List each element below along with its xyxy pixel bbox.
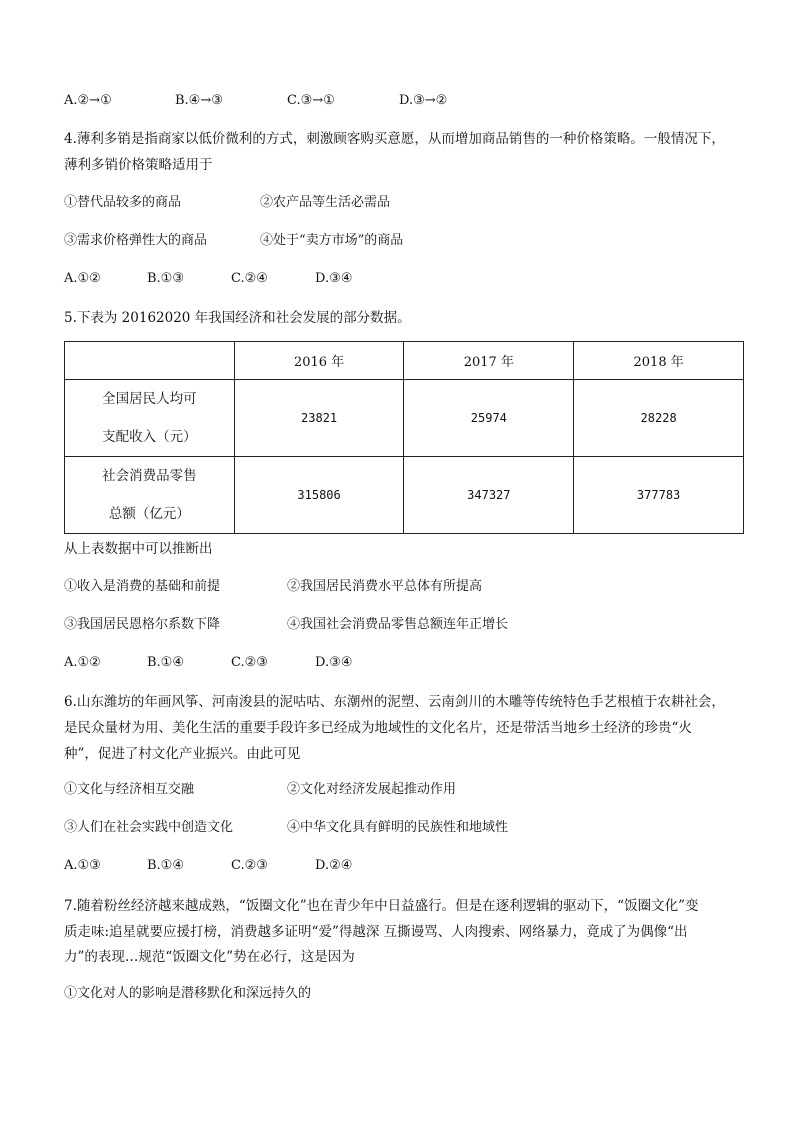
q6-item-2: ②文化对经济发展起推动作用 bbox=[287, 782, 457, 797]
row-label-line2: 支配收入（元） bbox=[102, 429, 197, 445]
q7-stem-line2: 质走味:追星就要应援打榜，消费越多证明“爱”得越深 互撕谩骂、人肉搜索、网络暴力，竟成了为偶像“出 bbox=[64, 924, 688, 940]
q5-stem: 5.下表为 20162020 年我国经济和社会发展的部分数据。 bbox=[64, 310, 411, 326]
row-label bbox=[65, 380, 235, 457]
q6-stem-line3: 种”，促进了村文化产业振兴。由此可见 bbox=[64, 746, 301, 762]
q5-item-1: ①收入是消费的基础和前提 bbox=[64, 579, 221, 594]
q5-item-2: ②我国居民消费水平总体有所提高 bbox=[287, 579, 483, 594]
q4-option-a: A.①② bbox=[64, 271, 101, 286]
q4-item-4: ④处于“卖方市场”的商品 bbox=[260, 233, 404, 248]
q6-option-a: A.①③ bbox=[64, 858, 101, 873]
q5-option-b: B.①④ bbox=[147, 655, 184, 670]
q4-item-3: ③需求价格弹性大的商品 bbox=[64, 233, 208, 248]
q4-item-1: ①替代品较多的商品 bbox=[64, 195, 182, 210]
q4-option-d: D.③④ bbox=[315, 271, 353, 286]
row-label-line1: 全国居民人均可 bbox=[102, 391, 197, 407]
q5-option-c: C.②③ bbox=[231, 655, 268, 670]
q3-option-c: C.③→① bbox=[287, 93, 335, 108]
table-header-cell: 2018 年 bbox=[574, 342, 744, 380]
table-row bbox=[65, 380, 744, 457]
q6-option-c: C.②③ bbox=[231, 858, 268, 873]
table-cell: 347327 bbox=[404, 457, 574, 534]
q6-stem-line1: 6.山东潍坊的年画风筝、河南浚县的泥咕咕、东潮州的泥塑、云南剑川的木雕等传统特色手艺根植于农耕社会， bbox=[64, 694, 725, 710]
table-cell: 28228 bbox=[574, 380, 744, 457]
row-label-line1: 社会消费品零售 bbox=[102, 468, 197, 484]
q6-item-4: ④中华文化具有鲜明的民族性和地域性 bbox=[287, 820, 509, 835]
table-header-cell: 2017 年 bbox=[404, 342, 574, 380]
q7-item-1: ①文化对人的影响是潜移默化和深远持久的 bbox=[64, 986, 312, 1001]
table-header-row bbox=[65, 342, 744, 380]
q4-stem-line2: 薄利多销价格策略适用于 bbox=[64, 157, 213, 173]
q6-item-3: ③人们在社会实践中创造文化 bbox=[64, 820, 234, 835]
table-header-cell: 2016 年 bbox=[234, 342, 404, 380]
q7-stem-line1: 7.随着粉丝经济越来越成熟，“饭圈文化”也在青少年中日益盛行。但是在逐利逻辑的驱动下，“饭圈文化”变 bbox=[64, 898, 699, 914]
q4-option-b: B.①③ bbox=[147, 271, 184, 286]
q5-data-table bbox=[64, 341, 744, 534]
q5-item-3: ③我国居民恩格尔系数下降 bbox=[64, 617, 221, 632]
table-cell: 25974 bbox=[404, 380, 574, 457]
q4-item-2: ②农产品等生活必需品 bbox=[260, 195, 391, 210]
table-cell: 23821 bbox=[234, 380, 404, 457]
row-label-line2: 总额（亿元） bbox=[108, 506, 190, 522]
q7-stem-line3: 力”的表现…规范“饭圈文化”势在必行，这是因为 bbox=[64, 949, 355, 965]
q6-option-d: D.②④ bbox=[315, 858, 353, 873]
q6-option-b: B.①④ bbox=[147, 858, 184, 873]
table-row bbox=[65, 457, 744, 534]
q3-option-b: B.④→③ bbox=[175, 93, 223, 108]
q5-option-a: A.①② bbox=[64, 655, 101, 670]
q3-option-d: D.③→② bbox=[399, 93, 448, 108]
row-label bbox=[65, 457, 235, 534]
q6-stem-line2: 是民众量材为用、美化生活的重要手段许多已经成为地域性的文化名片，还是带活当地乡土经济的珍贵“火 bbox=[64, 720, 692, 736]
table-cell: 377783 bbox=[574, 457, 744, 534]
q5-option-d: D.③④ bbox=[315, 655, 353, 670]
q4-stem-line1: 4.薄利多销是指商家以低价微利的方式，刺激顾客购买意愿，从而增加商品销售的一种价格策略。一般情况下， bbox=[64, 131, 725, 147]
q6-item-1: ①文化与经济相互交融 bbox=[64, 782, 195, 797]
q5-item-4: ④我国社会消费品零售总额连年正增长 bbox=[287, 617, 509, 632]
table-cell: 315806 bbox=[234, 457, 404, 534]
q3-option-a: A.②→① bbox=[64, 93, 112, 108]
q5-after-table: 从上表数据中可以推断出 bbox=[64, 541, 213, 557]
q4-option-c: C.②④ bbox=[231, 271, 268, 286]
table-header-cell bbox=[65, 342, 235, 380]
